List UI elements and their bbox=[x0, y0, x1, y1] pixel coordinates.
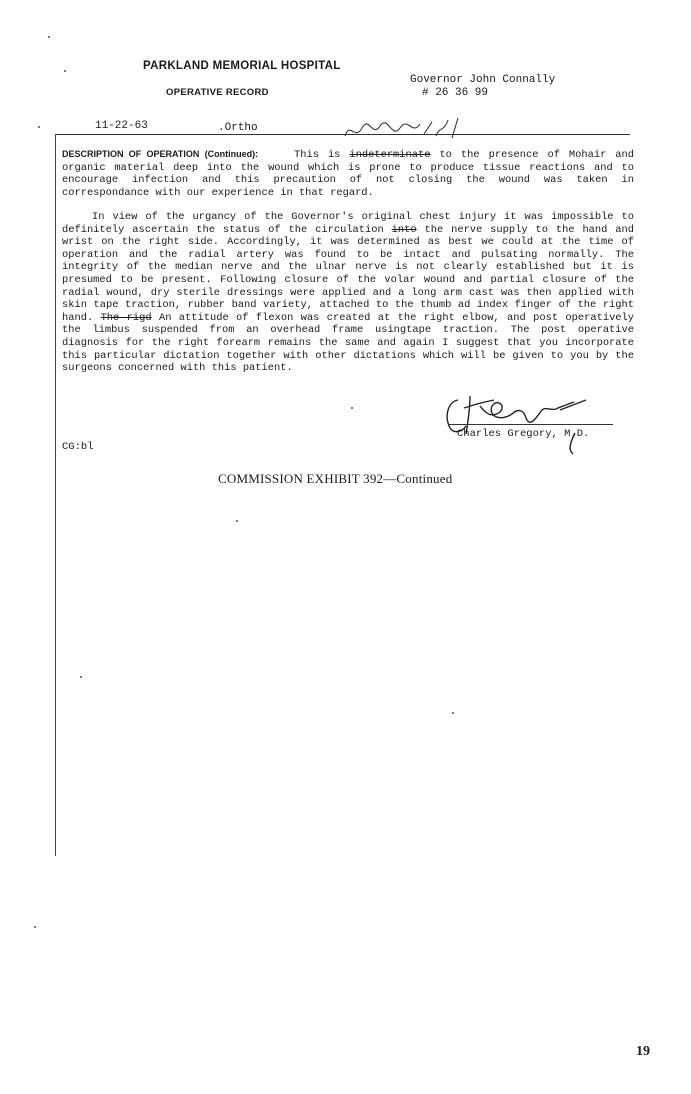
scan-speck bbox=[34, 926, 36, 928]
hospital-name: PARKLAND MEMORIAL HOSPITAL bbox=[143, 60, 341, 72]
signature-icon bbox=[440, 388, 615, 458]
p1-struck-text: indeterminate bbox=[349, 149, 431, 161]
header-rule bbox=[55, 134, 630, 135]
scan-speck bbox=[452, 712, 454, 714]
operation-date: 11-22-63 bbox=[95, 120, 148, 132]
scan-speck bbox=[64, 70, 66, 72]
commission-exhibit: COMMISSION EXHIBIT 392—Continued bbox=[218, 471, 453, 486]
typist-initials: CG:bl bbox=[62, 441, 94, 453]
description-label: DESCRIPTION OF OPERATION (Continued): bbox=[62, 149, 259, 159]
scan-speck bbox=[351, 407, 353, 409]
patient-number: # 26 36 99 bbox=[422, 87, 489, 99]
left-margin-line bbox=[55, 134, 56, 856]
p2-struck-text-2: The rigd bbox=[100, 311, 152, 324]
page-number: 19 bbox=[636, 1044, 650, 1059]
paragraph-1 bbox=[62, 148, 634, 199]
handwritten-annotation-icon bbox=[340, 116, 470, 146]
signature-name: Charles Gregory, M.D. bbox=[457, 428, 590, 440]
scan-speck bbox=[38, 126, 40, 128]
p2-text-c: An attitude of flexon was created at the right elbow, and post operatively the limbus suspended from an overhead frame usingtape traction. The post operative diagnosis for the right forearm remains the same and again I suggest that you incorporate this particular dictation together with other dictations which will be given to you by the surgeons concerned with this patient. bbox=[62, 311, 635, 375]
patient-name: Governor John Connally bbox=[410, 74, 556, 86]
paragraph-2 bbox=[62, 211, 634, 375]
scan-speck bbox=[48, 36, 50, 38]
p1-text-a: This is bbox=[294, 149, 350, 161]
scan-speck bbox=[80, 676, 82, 678]
signature-line bbox=[448, 424, 613, 425]
record-type: OPERATIVE RECORD bbox=[166, 87, 269, 98]
p2-text-a: In view of the urgancy of the Governor's original chest injury it was impossible to definitely ascertain the status of the circulation bbox=[62, 211, 634, 236]
scan-speck bbox=[236, 520, 238, 522]
p2-struck-text-1: into bbox=[391, 223, 417, 236]
p1-text-b: to the presence of Mohair and organic material deep into the wound which is prone to produce tissue reactions and to encourage infection and this precaution of not closing the wound was taken in correspondance with our experience in that regard. bbox=[62, 149, 635, 199]
p2-text-b: the nerve supply to the hand and wrist on the right side. Accordingly, it was determined as best we could at the time of operation and the radial artery was found to be intact and pulsating normally. The integrity of the median nerve and the ulnar nerve is not clearly established but it is presumed to be present. Following closure of the volar wound and partial closure of the radial wound, dry sterile dressings were applied and a long arm cast was then applied with skin tape traction, rubber band variety, attached to the thumb ad index finger of the right hand. bbox=[62, 223, 634, 324]
service: .Ortho bbox=[218, 122, 258, 134]
